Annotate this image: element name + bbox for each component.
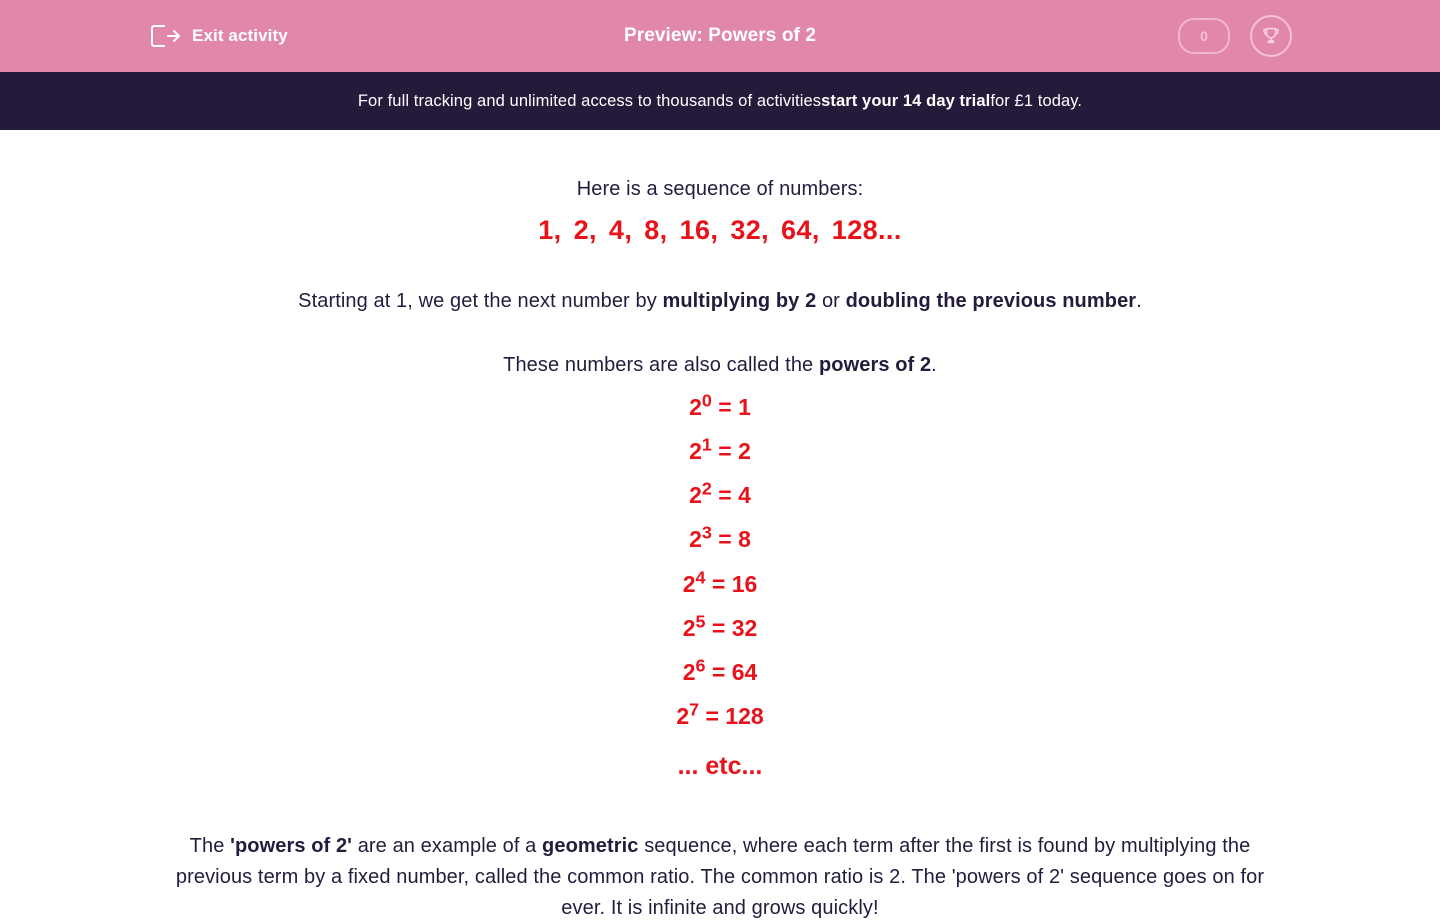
- power-row: [0, 694, 1440, 738]
- power-base: 2: [682, 658, 696, 685]
- sequence-term: 64,: [781, 215, 820, 245]
- sequence-term: 32,: [730, 215, 770, 245]
- rule-bold-1: multiplying by 2: [662, 290, 817, 312]
- power-result: = 32: [705, 614, 758, 641]
- power-row: [0, 606, 1440, 650]
- sequence-term: 4,: [608, 215, 633, 245]
- rule-bold-2: doubling the previous number: [845, 290, 1137, 312]
- power-exponent: 5: [695, 611, 706, 632]
- power-row: [0, 429, 1440, 473]
- coin-count-badge[interactable]: [1178, 18, 1230, 54]
- power-exponent: 1: [701, 434, 712, 455]
- power-result: = 64: [705, 658, 758, 685]
- power-result: = 2: [711, 438, 751, 465]
- closing-bold-2: geometric: [542, 835, 639, 858]
- lead-text: Here is a sequence of numbers:: [576, 178, 864, 200]
- trophy-icon: [1260, 25, 1282, 47]
- rule-text: [0, 290, 1440, 313]
- called-text: [0, 354, 1440, 377]
- rule-part-2: or: [816, 290, 846, 312]
- power-result: = 4: [711, 482, 751, 509]
- top-bar-actions: [1178, 15, 1292, 57]
- rule-part-3: .: [1136, 290, 1142, 312]
- power-base: 2: [689, 526, 702, 553]
- etc-text: ... etc...: [677, 752, 763, 781]
- trial-promo-banner[interactable]: [0, 72, 1440, 130]
- power-base: 2: [689, 482, 702, 509]
- power-exponent: 3: [701, 522, 712, 543]
- called-bold: powers of 2: [818, 354, 932, 376]
- power-base: 2: [682, 570, 696, 597]
- power-row: [0, 385, 1440, 429]
- power-exponent: 6: [695, 655, 706, 676]
- powers-of-two-list: [0, 385, 1440, 738]
- number-sequence: [0, 215, 1440, 246]
- promo-text-after: for £1 today.: [990, 91, 1083, 110]
- coin-count-value: 0: [1200, 28, 1208, 44]
- closing-part-3: sequence, where each term after the first is found by multiplying the previous term by a fixed number, called the common ratio. The common ratio is 2. The 'powers of 2' sequence goes on for ever. It is infinite and grows quickly!: [175, 835, 1265, 920]
- power-row: [0, 517, 1440, 561]
- power-result: = 16: [705, 570, 758, 597]
- closing-part-1: The: [189, 835, 231, 858]
- sequence-term: 2,: [573, 215, 597, 245]
- power-exponent: 7: [689, 699, 700, 720]
- sequence-term: 1,: [538, 215, 562, 245]
- sequence-term: 16,: [679, 215, 719, 245]
- power-result: = 8: [711, 526, 751, 553]
- called-part-2: .: [931, 354, 937, 376]
- sequence-term: 128...: [831, 215, 902, 245]
- power-base: 2: [689, 438, 702, 465]
- closing-bold-1: 'powers of 2': [230, 835, 353, 858]
- power-exponent: 0: [701, 390, 712, 411]
- top-bar: [0, 0, 1440, 72]
- called-part-1: These numbers are also called the: [503, 354, 819, 376]
- page-title: Preview: Powers of 2: [623, 25, 817, 46]
- power-exponent: 2: [701, 478, 712, 499]
- power-row: [0, 562, 1440, 606]
- power-row: [0, 473, 1440, 517]
- closing-paragraph: [0, 831, 1440, 924]
- power-result: = 1: [711, 394, 751, 420]
- activity-content: [0, 130, 1440, 924]
- rule-part-1: Starting at 1, we get the next number by: [298, 290, 663, 312]
- power-base: 2: [689, 394, 702, 420]
- sequence-term: 8,: [644, 215, 668, 245]
- closing-part-2: are an example of a: [352, 835, 543, 858]
- promo-text-before: For full tracking and unlimited access to thousands of activities: [357, 91, 822, 110]
- power-base: 2: [682, 614, 696, 641]
- promo-text-bold: start your 14 day trial: [821, 91, 991, 110]
- power-exponent: 4: [695, 566, 706, 587]
- exit-activity-label: Exit activity: [192, 26, 288, 45]
- trophy-button[interactable]: [1250, 15, 1292, 57]
- power-row: [0, 650, 1440, 694]
- power-base: 2: [676, 703, 690, 730]
- power-result: = 128: [699, 703, 764, 730]
